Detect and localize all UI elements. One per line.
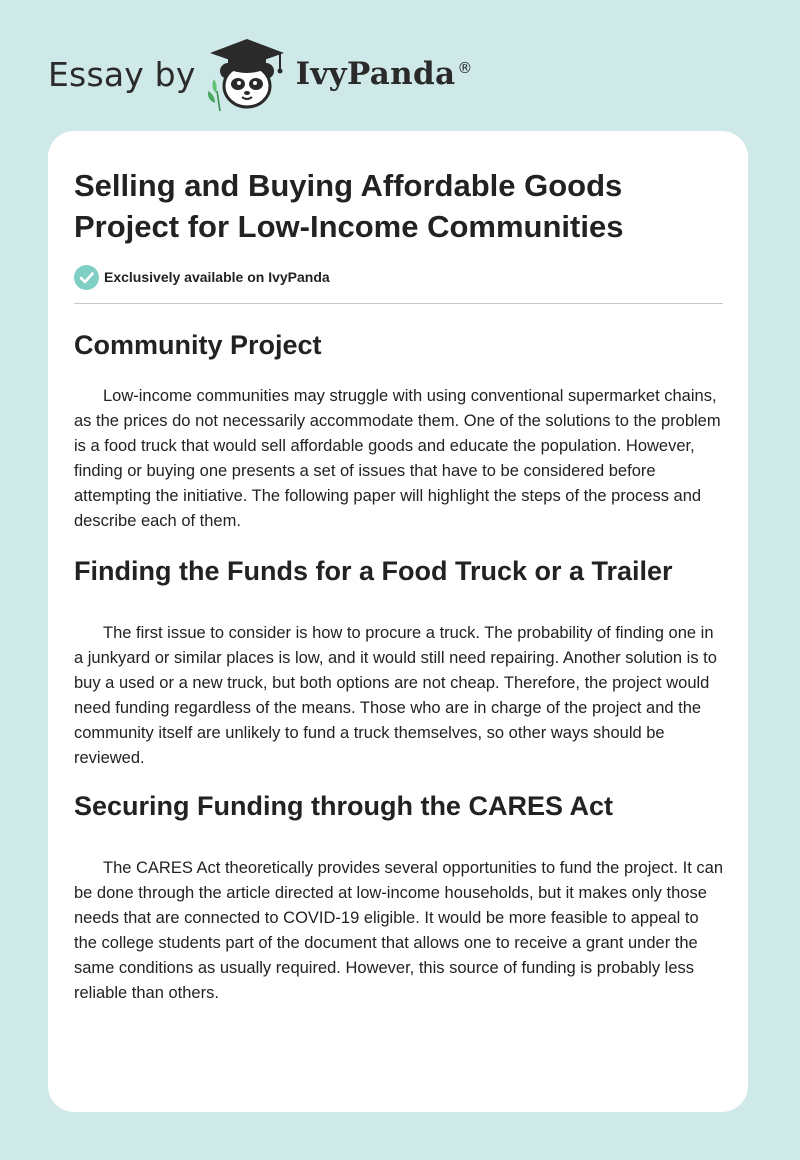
- essay-by-label: Essay by: [48, 54, 196, 94]
- checkmark-circle-icon: [74, 265, 99, 290]
- divider: [74, 303, 723, 304]
- essay-card: [48, 131, 748, 1112]
- essay-content: [74, 165, 723, 1006]
- registered-mark: ®: [457, 58, 473, 77]
- brand-name[interactable]: IvyPanda ®: [295, 56, 473, 92]
- section-paragraph: The first issue to consider is how to procure a truck. The probability of finding one in a junkyard or similar places is low, and it would still need repairing. Another solution is to buy a used or a new truck, but both options are not cheap. Therefore, the project would need funding regardless of the means. Those who are in charge of the project and the community itself are unlikely to fund a truck themselves, so other ways should be reviewed.: [74, 624, 717, 767]
- site-header: [48, 34, 473, 114]
- exclusive-label: Exclusively available on IvyPanda: [104, 269, 330, 285]
- section-paragraph: Low-income communities may struggle with using conventional supermarket chains, as the prices do not necessarily accommodate them. One of the solutions to the problem is a food truck that would sell affordable goods and educate the population. However, finding or buying one presents a set of issues that have to be considered before attempting the initiative. The following paper will highlight the steps of the process and describe each of them.: [74, 387, 721, 530]
- panda-graduate-icon[interactable]: [206, 33, 288, 115]
- section-paragraph: The CARES Act theoretically provides several opportunities to fund the project. It can be done through the article directed at low-income households, but it makes only those needs that are connected to COVID-19 eligible. It would be more feasible to appeal to the college students part of the document that allows one to receive a grant under the same conditions as usually required. However, this source of funding is probably less reliable than others.: [74, 859, 723, 1002]
- essay-title: Selling and Buying Affordable Goods Project for Low-Income Communities: [74, 168, 624, 244]
- exclusive-badge: [74, 264, 723, 290]
- section-heading: Securing Funding through the CARES Act: [74, 791, 613, 821]
- section-heading: Finding the Funds for a Food Truck or a Trailer: [74, 556, 673, 586]
- section-heading: Community Project: [74, 330, 322, 360]
